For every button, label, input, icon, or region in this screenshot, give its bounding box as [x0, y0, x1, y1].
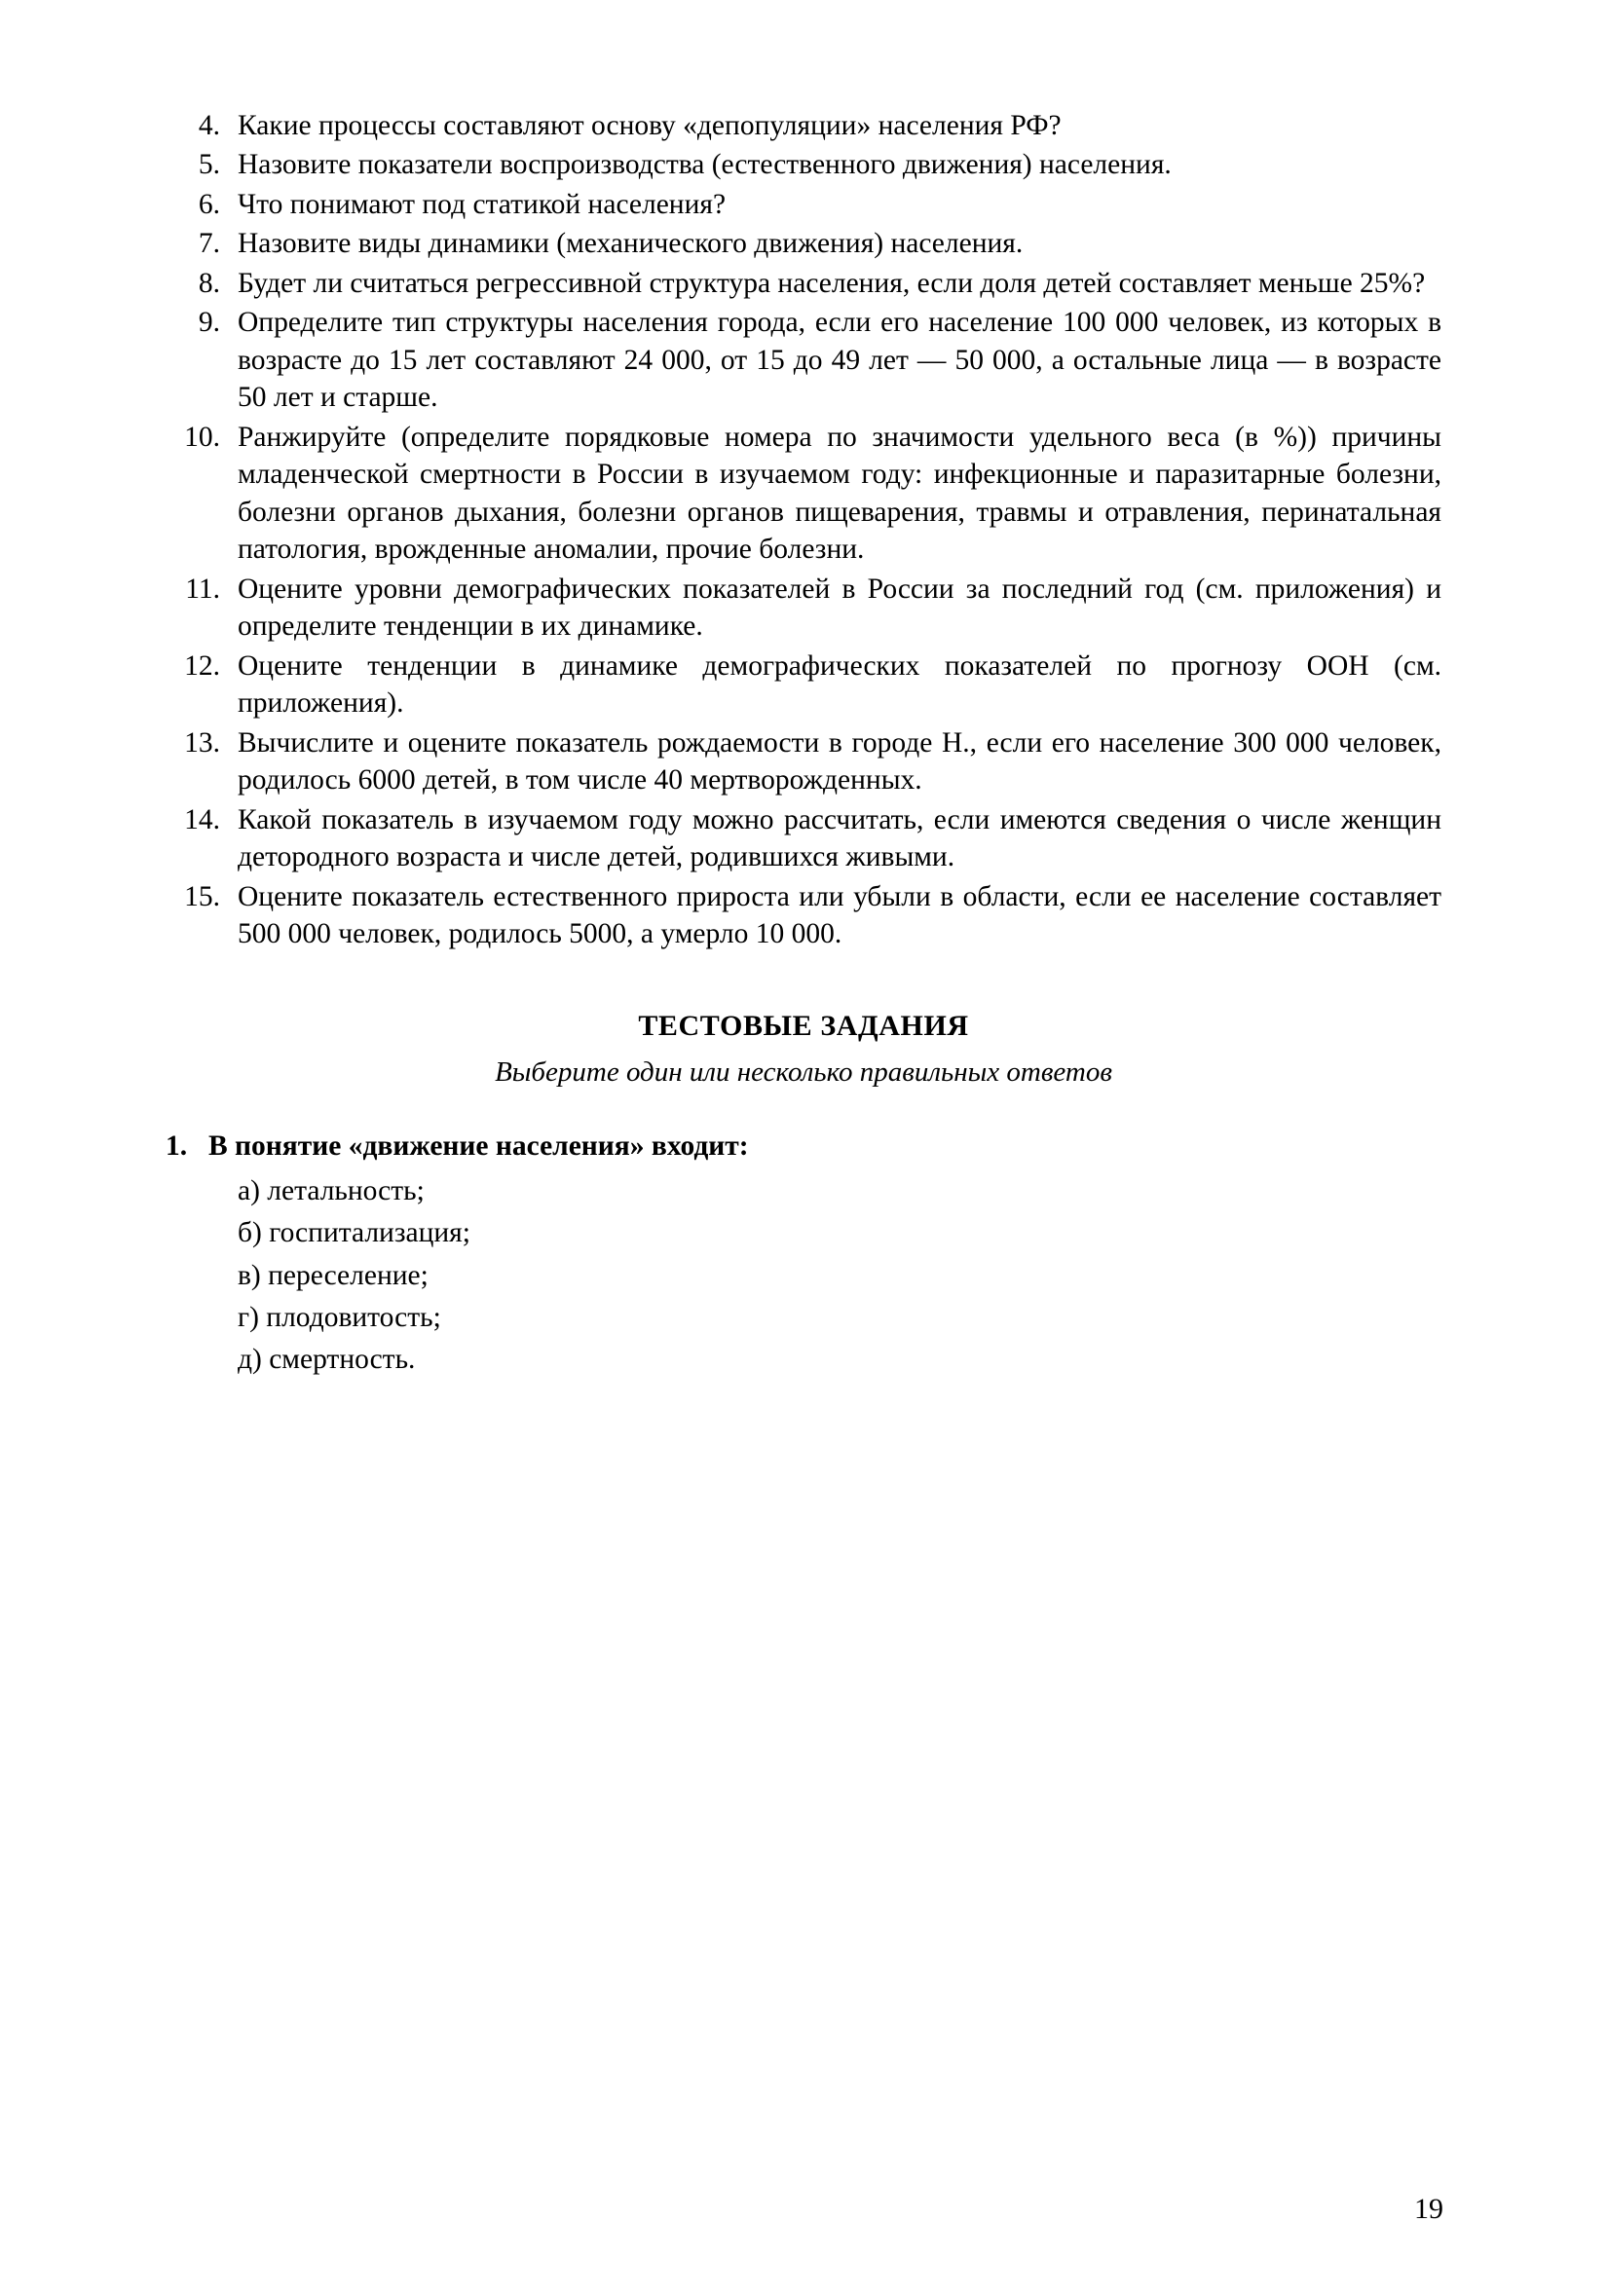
question-text: Определите тип структуры населения города, если его население 100 000 человек, из которых в возрасте до 15 лет составляют 24 000, от 15 до 49 лет — 50 000, а остальные лица — в возрасте 50 лет и старше.	[238, 307, 1441, 414]
question-text: Оцените уровни демографических показателей в России за последний год (см. приложения) и определите тенденции в их динамике.	[238, 573, 1441, 643]
question-text: Какой показатель в изучаемом году можно рассчитать, если имеются сведения о числе женщин детородного возраста и числе детей, родившихся живыми.	[238, 803, 1441, 873]
question-number: 12.	[184, 649, 220, 682]
test-question-number: 1.	[166, 1129, 188, 1162]
answer-list	[166, 1170, 1441, 1382]
list-item	[166, 419, 1441, 569]
list-item	[166, 801, 1441, 876]
question-number: 6.	[198, 188, 220, 220]
list-item	[166, 186, 1441, 223]
test-section-heading: ТЕСТОВЫЕ ЗАДАНИЯ	[638, 1009, 969, 1042]
list-item: г) плодовитость;	[238, 1302, 441, 1334]
list-item	[166, 225, 1441, 262]
question-text: Будет ли считаться регрессивной структура населения, если доля детей составляет меньше 25%?	[238, 267, 1426, 299]
list-item	[166, 107, 1441, 144]
list-item	[166, 571, 1441, 646]
question-number: 4.	[198, 110, 220, 141]
question-text: Что понимают под статикой населения?	[238, 188, 727, 220]
list-item: в) переселение;	[238, 1259, 429, 1291]
question-text: Назовите показатели воспроизводства (естественного движения) населения.	[238, 149, 1172, 181]
question-number: 11.	[185, 573, 220, 605]
question-text: Оцените показатель естественного прироста или убыли в области, если ее население составляет 500 000 человек, родилось 5000, а умерло 10 000.	[238, 880, 1441, 950]
page-number: 19	[1414, 2193, 1443, 2225]
question-text: Какие процессы составляют основу «депопуляции» населения РФ?	[238, 110, 1062, 141]
list-item: д) смертность.	[238, 1344, 416, 1376]
list-item	[166, 878, 1441, 953]
question-number: 15.	[184, 880, 220, 912]
question-number: 7.	[198, 228, 220, 260]
list-item	[166, 146, 1441, 183]
list-item	[166, 265, 1441, 302]
question-number: 13.	[184, 726, 220, 759]
question-number: 8.	[198, 267, 220, 299]
question-list	[166, 107, 1441, 953]
list-item: а) летальность;	[238, 1175, 425, 1206]
question-number: 5.	[198, 149, 220, 181]
list-item: б) госпитализация;	[238, 1217, 470, 1249]
list-item	[166, 648, 1441, 722]
question-number: 14.	[184, 803, 220, 835]
question-text: Вычислите и оцените показатель рождаемости в городе Н., если его население 300 000 человек, родилось 6000 детей, в том числе 40 мертворожденных.	[238, 726, 1441, 796]
list-item	[166, 304, 1441, 416]
test-section-instruction: Выберите один или несколько правильных ответов	[495, 1055, 1112, 1088]
list-item	[166, 724, 1441, 799]
question-number: 10.	[184, 421, 220, 453]
test-question-text: В понятие «движение населения» входит:	[208, 1129, 749, 1162]
question-text: Оцените тенденции в динамике демографических показателей по прогнозу ООН (см. приложения).	[238, 649, 1441, 720]
test-question	[166, 1128, 1441, 1165]
question-number: 9.	[198, 307, 220, 339]
question-text: Ранжируйте (определите порядковые номера по значимости удельного веса (в %)) причины младенческой смертности в России в изучаемом году: инфекционные и паразитарные болезни, болезни органов дыхания, болезни органов пищеварения, травмы и отравления, перинатальная патология, врожденные аномалии, прочие болезни.	[238, 421, 1441, 566]
question-text: Назовите виды динамики (механического движения) населения.	[238, 228, 1024, 260]
